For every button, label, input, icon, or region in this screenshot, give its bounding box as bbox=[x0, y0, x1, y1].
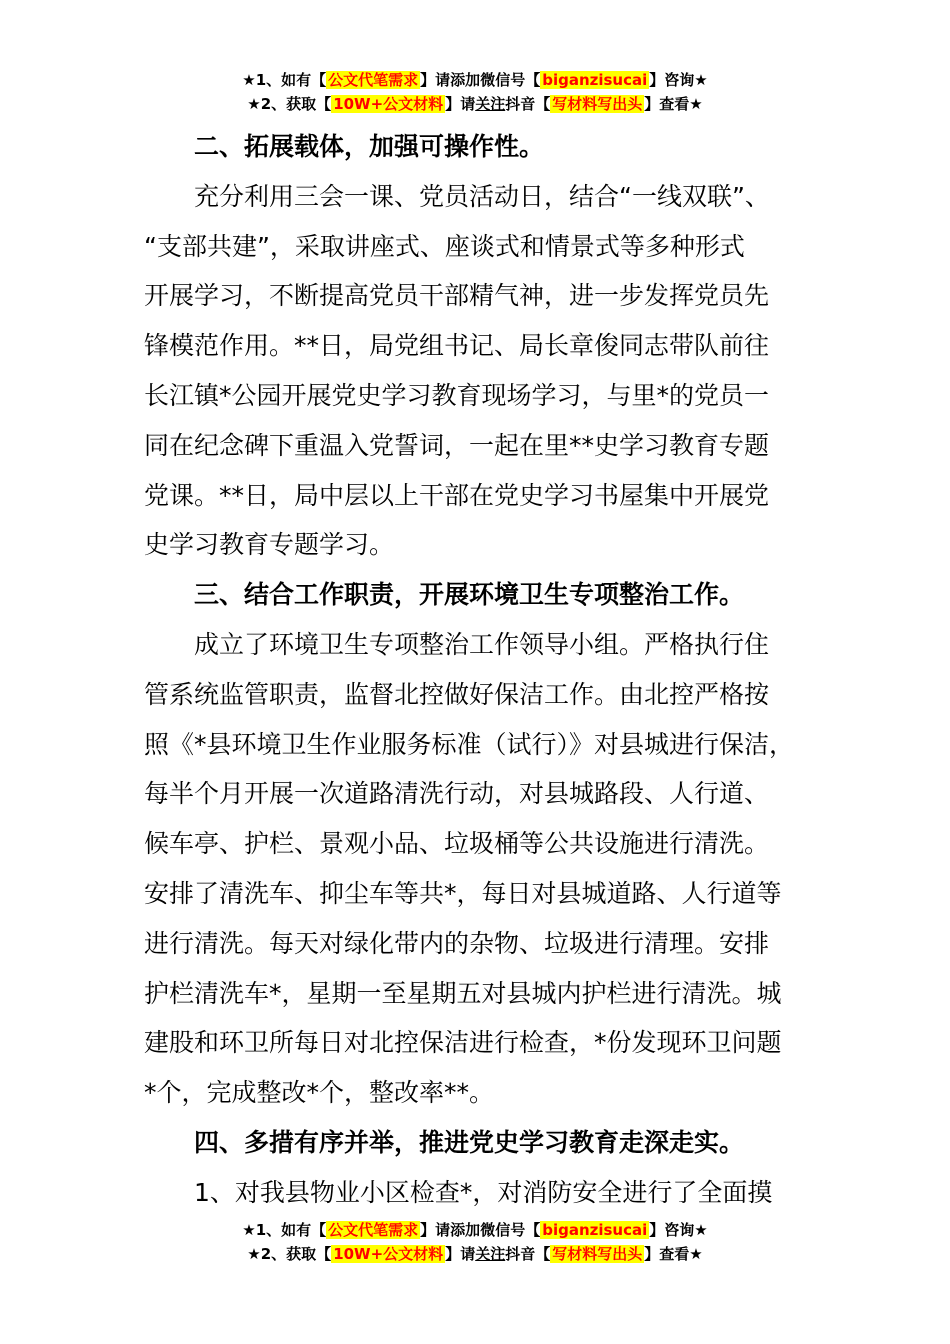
banner-wechat-id: biganzisucai bbox=[542, 71, 648, 89]
banner-text: 】咨询★ bbox=[649, 1221, 708, 1239]
header-banner-line-2 bbox=[0, 92, 950, 116]
paragraph-line: 护栏清洗车*，星期一至星期五对县城内护栏进行清洗。城 bbox=[144, 978, 782, 1008]
paragraph-line: 长江镇*公园开展党史学习教育现场学习，与里*的党员一 bbox=[144, 380, 770, 410]
banner-text: ★1、如有【 bbox=[242, 1221, 327, 1239]
banner-underlined: 关注 bbox=[475, 95, 506, 113]
paragraph-line: 锋模范作用。**日，局党组书记、局长章俊同志带队前往 bbox=[144, 331, 770, 361]
banner-text: 抖音【 bbox=[505, 1245, 551, 1263]
banner-text: 】请添加 bbox=[420, 1221, 481, 1239]
paragraph-line: “支部共建”，采取讲座式、座谈式和情景式等多种形式 bbox=[144, 231, 745, 261]
banner-text: 】请添加 bbox=[420, 71, 481, 89]
section-heading: 三、结合工作职责，开展环境卫生专项整治工作。 bbox=[194, 580, 745, 610]
paragraph-line: 建股和环卫所每日对北控保洁进行检查，*份发现环卫问题 bbox=[144, 1028, 782, 1058]
banner-text: 】请 bbox=[445, 95, 476, 113]
banner-highlight: 公文代笔需求 bbox=[328, 71, 419, 89]
paragraph-line: 照《*县环境卫生作业服务标准（试行）》对县城进行保洁， bbox=[144, 729, 795, 759]
banner-text: 抖音【 bbox=[505, 95, 551, 113]
banner-text: 微信号【 bbox=[480, 1221, 541, 1239]
paragraph-line: 成立了环境卫生专项整治工作领导小组。严格执行住 bbox=[194, 629, 770, 659]
banner-highlight: 10W+公文材料 bbox=[333, 1245, 444, 1263]
paragraph-line: 安排了清洗车、抑尘车等共*，每日对县城道路、人行道等 bbox=[144, 878, 782, 908]
banner-douyin-id: 写材料写出头 bbox=[552, 95, 643, 113]
paragraph-line: 同在纪念碑下重温入党誓词，一起在里**史学习教育专题 bbox=[144, 430, 770, 460]
banner-text: ★2、获取【 bbox=[247, 1245, 332, 1263]
paragraph-line: 充分利用三会一课、党员活动日，结合“一线双联”、 bbox=[194, 181, 770, 211]
banner-douyin-id: 写材料写出头 bbox=[552, 1245, 643, 1263]
document-body bbox=[144, 122, 834, 1218]
paragraph-line: 开展学习，不断提高党员干部精气神，进一步发挥党员先 bbox=[144, 281, 770, 311]
paragraph-line: 进行清洗。每天对绿化带内的杂物、垃圾进行清理。安排 bbox=[144, 928, 770, 958]
banner-text: ★2、获取【 bbox=[247, 95, 332, 113]
banner-wechat-id: biganzisucai bbox=[542, 1221, 648, 1239]
paragraph-line: 每半个月开展一次道路清洗行动，对县城路段、人行道、 bbox=[144, 779, 770, 809]
banner-text: 】查看★ bbox=[644, 95, 703, 113]
paragraph-line: 党课。**日，局中层以上干部在党史学习书屋集中开展党 bbox=[144, 480, 770, 510]
banner-text: 】请 bbox=[445, 1245, 476, 1263]
banner-text: 微信号【 bbox=[480, 71, 541, 89]
paragraph-line: 史学习教育专题学习。 bbox=[144, 530, 395, 560]
paragraph-line: 候车亭、护栏、景观小品、垃圾桶等公共设施进行清洗。 bbox=[144, 829, 770, 859]
banner-highlight: 公文代笔需求 bbox=[328, 1221, 419, 1239]
banner-underlined: 关注 bbox=[475, 1245, 506, 1263]
banner-text: ★1、如有【 bbox=[242, 71, 327, 89]
paragraph-line: 管系统监管职责，监督北控做好保洁工作。由北控严格按 bbox=[144, 679, 770, 709]
header-banner-line-1 bbox=[0, 68, 950, 92]
banner-highlight: 10W+公文材料 bbox=[333, 95, 444, 113]
banner-text: 】查看★ bbox=[644, 1245, 703, 1263]
paragraph-line: *个，完成整改*个，整改率**。 bbox=[144, 1078, 495, 1108]
section-heading: 四、多措有序并举，推进党史学习教育走深走实。 bbox=[194, 1127, 745, 1157]
section-heading: 二、拓展载体，加强可操作性。 bbox=[194, 132, 545, 161]
footer-banner-line-2 bbox=[0, 1242, 950, 1266]
banner-text: 】咨询★ bbox=[649, 71, 708, 89]
paragraph-line: 1、对我县物业小区检查*，对消防安全进行了全面摸 bbox=[194, 1177, 773, 1207]
footer-banner-line-1 bbox=[0, 1218, 950, 1242]
